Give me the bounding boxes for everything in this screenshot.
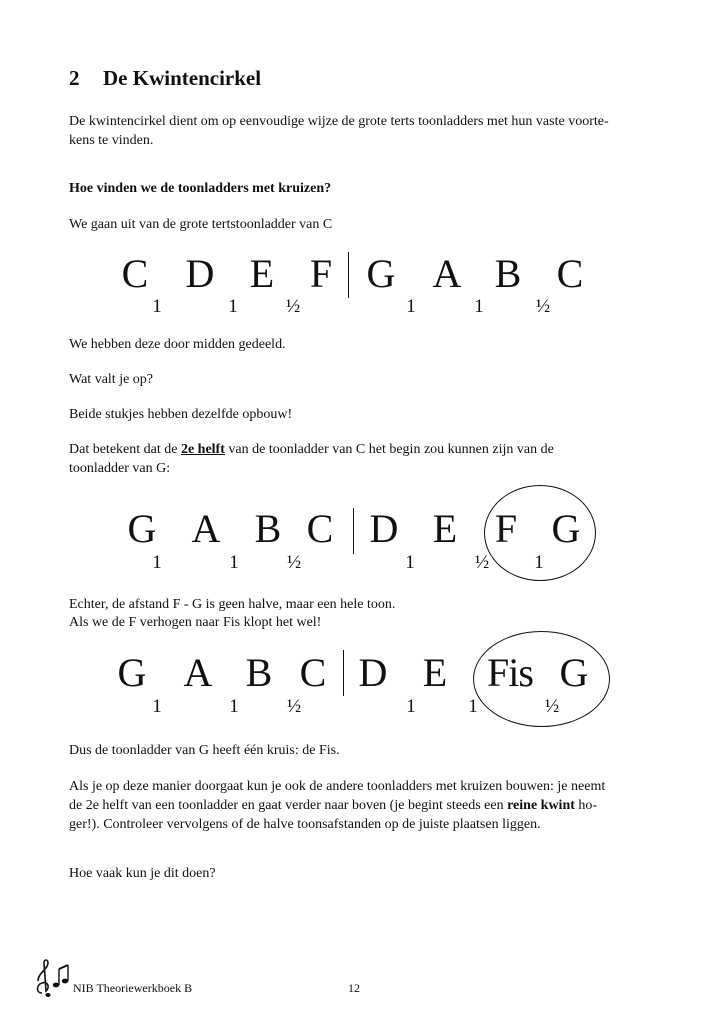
paragraph-2: We hebben deze door midden gedeeld. bbox=[69, 337, 286, 352]
scale3-note: B bbox=[245, 650, 273, 695]
heading-title: De Kwintencirkel bbox=[103, 66, 262, 90]
paragraph-3: Wat valt je op? bbox=[69, 372, 154, 387]
scale2-note: E bbox=[432, 506, 458, 551]
scale3-interval: 1 bbox=[152, 696, 162, 717]
paragraph-1: We gaan uit van de grote tertstoonladder van C bbox=[69, 217, 333, 232]
scale2-interval: 1 bbox=[405, 552, 415, 573]
scale3-note: E bbox=[422, 650, 448, 695]
scale3-interval: 1 bbox=[406, 696, 416, 717]
paragraph-9-line-2 bbox=[69, 796, 597, 816]
page-heading bbox=[69, 66, 261, 91]
scale3-note: G bbox=[117, 650, 147, 695]
scale1-note: G bbox=[366, 251, 396, 296]
intro-line-1: De kwintencirkel dient om op eenvoudige wijze de grote terts toonladders met hun vaste voorte- bbox=[69, 114, 609, 129]
p9-after: ho- bbox=[574, 798, 598, 813]
scale1-note: C bbox=[121, 251, 149, 296]
paragraph-5-line-2: toonladder van G: bbox=[69, 461, 171, 476]
scale1-interval: ½ bbox=[535, 296, 551, 317]
paragraph-4: Beide stukjes hebben dezelfde opbouw! bbox=[69, 407, 293, 422]
scale3-note: Fis bbox=[487, 650, 533, 695]
scale1-note: F bbox=[309, 251, 333, 296]
scale1-note: E bbox=[249, 251, 275, 296]
paragraph-6: Echter, de afstand F - G is geen halve, maar een hele toon. bbox=[69, 597, 396, 612]
scale1-note: A bbox=[432, 251, 462, 296]
scale2-note: D bbox=[369, 506, 399, 551]
scale1-note: C bbox=[556, 251, 584, 296]
scale1-interval: 1 bbox=[228, 296, 238, 317]
scale2-note: C bbox=[306, 506, 334, 551]
music-notes-logo bbox=[32, 955, 72, 999]
scale3-interval: 1 bbox=[468, 696, 478, 717]
scale2-interval: 1 bbox=[229, 552, 239, 573]
scale1-interval: 1 bbox=[474, 296, 484, 317]
p9-bold: reine kwint bbox=[507, 798, 575, 813]
heading-number: 2 bbox=[69, 66, 80, 90]
footer-book-title: NIB Theoriewerkboek B bbox=[73, 981, 193, 995]
scale3-note: G bbox=[559, 650, 589, 695]
scale1-note: B bbox=[494, 251, 522, 296]
paragraph-5 bbox=[69, 440, 554, 460]
scale3-note: D bbox=[358, 650, 388, 695]
p5-before: Dat betekent dat de bbox=[69, 442, 181, 457]
scale2-interval: ½ bbox=[286, 552, 302, 573]
scale2-note: G bbox=[127, 506, 157, 551]
intro-line-2: kens te vinden. bbox=[69, 133, 154, 148]
question-1: Hoe vinden we de toonladders met kruizen? bbox=[69, 181, 332, 196]
paragraph-8: Dus de toonladder van G heeft één kruis: de Fis. bbox=[69, 743, 340, 758]
scale3-interval: ½ bbox=[544, 696, 560, 717]
scale2-interval: 1 bbox=[152, 552, 162, 573]
scale2-divider bbox=[353, 508, 354, 554]
scale3-note: C bbox=[299, 650, 327, 695]
paragraph-9-line-3: ger!). Controleer vervolgens of de halve toonsafstanden op de juiste plaatsen liggen. bbox=[69, 817, 541, 832]
p5-emphasis: 2e helft bbox=[180, 442, 225, 457]
paragraph-9-line-1: Als je op deze manier doorgaat kun je ook de andere toonladders met kruizen bouwen: je neemt bbox=[69, 779, 606, 794]
scale2-interval: ½ bbox=[474, 552, 490, 573]
scale1-interval: 1 bbox=[406, 296, 416, 317]
scale3-divider bbox=[343, 650, 344, 696]
scale2-note: A bbox=[191, 506, 221, 551]
paragraph-7: Als we de F verhogen naar Fis klopt het wel! bbox=[69, 615, 322, 630]
page-number: 12 bbox=[348, 981, 360, 995]
scale2-note: B bbox=[254, 506, 282, 551]
scale1-interval: ½ bbox=[285, 296, 301, 317]
scale1-interval: 1 bbox=[152, 296, 162, 317]
scale3-note: A bbox=[183, 650, 213, 695]
question-2: Hoe vaak kun je dit doen? bbox=[69, 866, 216, 881]
scale2-note: F bbox=[494, 506, 518, 551]
p5-after: van de toonladder van C het begin zou kunnen zijn van de bbox=[224, 442, 554, 457]
scale3-interval: ½ bbox=[286, 696, 302, 717]
scale2-interval: 1 bbox=[534, 552, 544, 573]
scale1-note: D bbox=[185, 251, 215, 296]
scale1-divider bbox=[348, 252, 349, 298]
scale3-interval: 1 bbox=[229, 696, 239, 717]
scale2-note: G bbox=[551, 506, 581, 551]
p9-before: de 2e helft van een toonladder en gaat verder naar boven (je begint steeds een bbox=[69, 798, 508, 813]
